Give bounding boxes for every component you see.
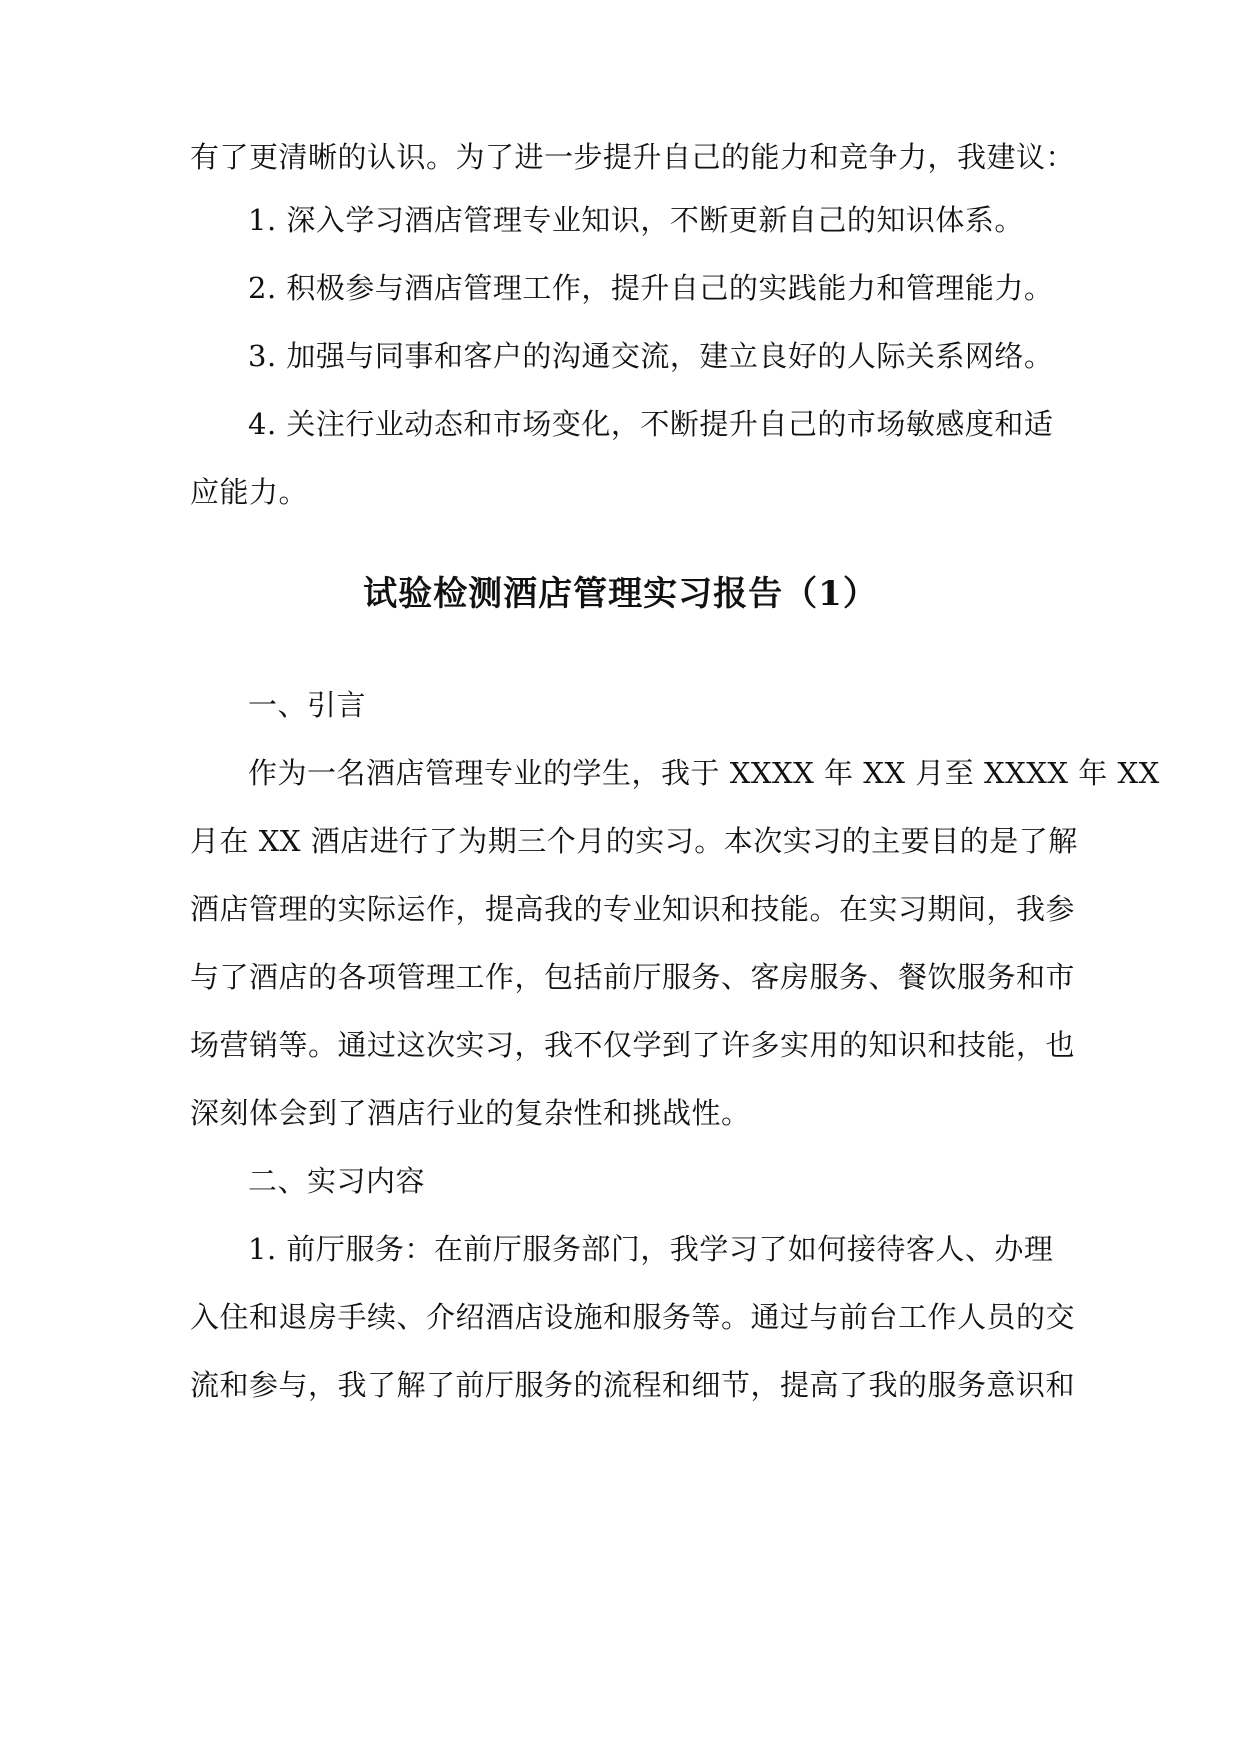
suggestion-item-4: 4. 关注行业动态和市场变化，不断提升自己的市场敏感度和适	[248, 407, 1054, 441]
section-1-line-1: 作为一名酒店管理专业的学生，我于 XXXX 年 XX 月至 XXXX 年 XX	[248, 756, 1160, 790]
suggestion-item-3: 3. 加强与同事和客户的沟通交流，建立良好的人际关系网络。	[248, 339, 1054, 373]
section-2-line-1: 1. 前厅服务：在前厅服务部门，我学习了如何接待客人、办理	[248, 1232, 1054, 1266]
section-1-heading: 一、引言	[248, 688, 367, 722]
section-1-line-5: 场营销等。通过这次实习，我不仅学到了许多实用的知识和技能，也	[190, 1028, 1076, 1062]
section-1-line-3: 酒店管理的实际运作，提高我的专业知识和技能。在实习期间，我参	[190, 892, 1076, 926]
suggestion-item-4-continued: 应能力。	[190, 475, 309, 509]
section-2-heading: 二、实习内容	[248, 1164, 426, 1198]
section-1-line-6: 深刻体会到了酒店行业的复杂性和挑战性。	[190, 1096, 751, 1130]
intro-line: 有了更清晰的认识。为了进一步提升自己的能力和竞争力，我建议：	[190, 140, 1076, 174]
section-2-line-3: 流和参与，我了解了前厅服务的流程和细节，提高了我的服务意识和	[190, 1368, 1076, 1402]
section-2-line-2: 入住和退房手续、介绍酒店设施和服务等。通过与前台工作人员的交	[190, 1300, 1076, 1334]
section-1-line-2: 月在 XX 酒店进行了为期三个月的实习。本次实习的主要目的是了解	[190, 824, 1078, 858]
suggestion-item-2: 2. 积极参与酒店管理工作，提升自己的实践能力和管理能力。	[248, 271, 1054, 305]
report-title: 试验检测酒店管理实习报告（1）	[363, 574, 878, 614]
suggestion-item-1: 1. 深入学习酒店管理专业知识，不断更新自己的知识体系。	[248, 203, 1024, 237]
section-1-line-4: 与了酒店的各项管理工作，包括前厅服务、客房服务、餐饮服务和市	[190, 960, 1076, 994]
